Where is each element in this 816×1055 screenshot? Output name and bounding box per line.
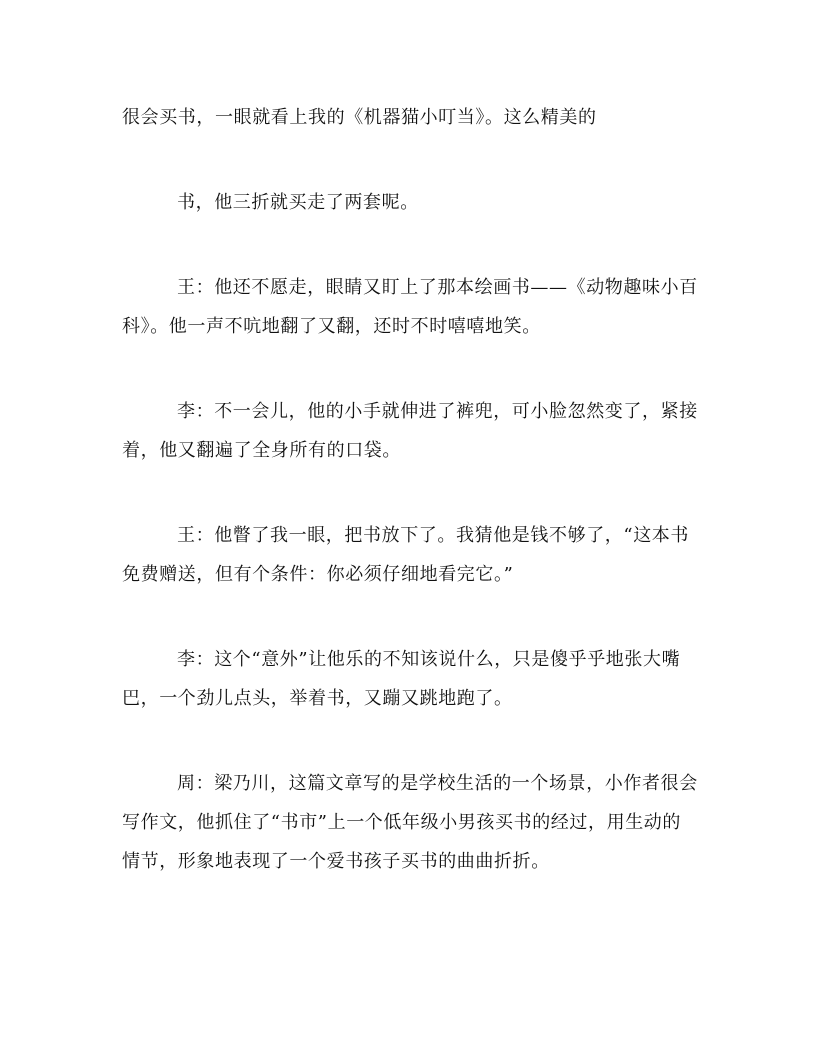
text-line-10: 巴，一个劲儿点头，举着书，又蹦又跳地跑了。 (122, 688, 513, 709)
text-line-7: 王：他瞥了我一眼，把书放下了。我猜他是钱不够了，“这本书 (177, 525, 689, 546)
text-line-1: 很会买书，一眼就看上我的《机器猫小叮当》。这么精美的 (122, 107, 597, 128)
text-line-5: 李：不一会儿，他的小手就伸进了裤兜，可小脸忽然变了，紧接 (177, 401, 698, 422)
text-line-9: 李：这个“意外”让他乐的不知该说什么，只是傻乎乎地张大嘴 (177, 649, 681, 670)
text-line-13: 情节，形象地表现了一个爱书孩子买书的曲曲折折。 (122, 851, 550, 872)
text-line-11: 周：梁乃川，这篇文章写的是学校生活的一个场景，小作者很会 (177, 773, 698, 794)
text-line-12: 写作文，他抓住了“书市”上一个低年级小男孩买书的经过，用生动的 (122, 812, 682, 833)
text-line-6: 着，他又翻遍了全身所有的口袋。 (122, 440, 401, 461)
text-line-8: 免费赠送，但有个条件：你必须仔细地看完它。” (122, 564, 514, 585)
text-line-2: 书，他三折就买走了两套呢。 (177, 192, 419, 213)
text-line-4: 科》。他一声不吭地翻了又翻，还时不时嘻嘻地笑。 (122, 316, 541, 337)
text-line-3: 王：他还不愿走，眼睛又盯上了那本绘画书——《动物趣味小百 (177, 277, 698, 298)
